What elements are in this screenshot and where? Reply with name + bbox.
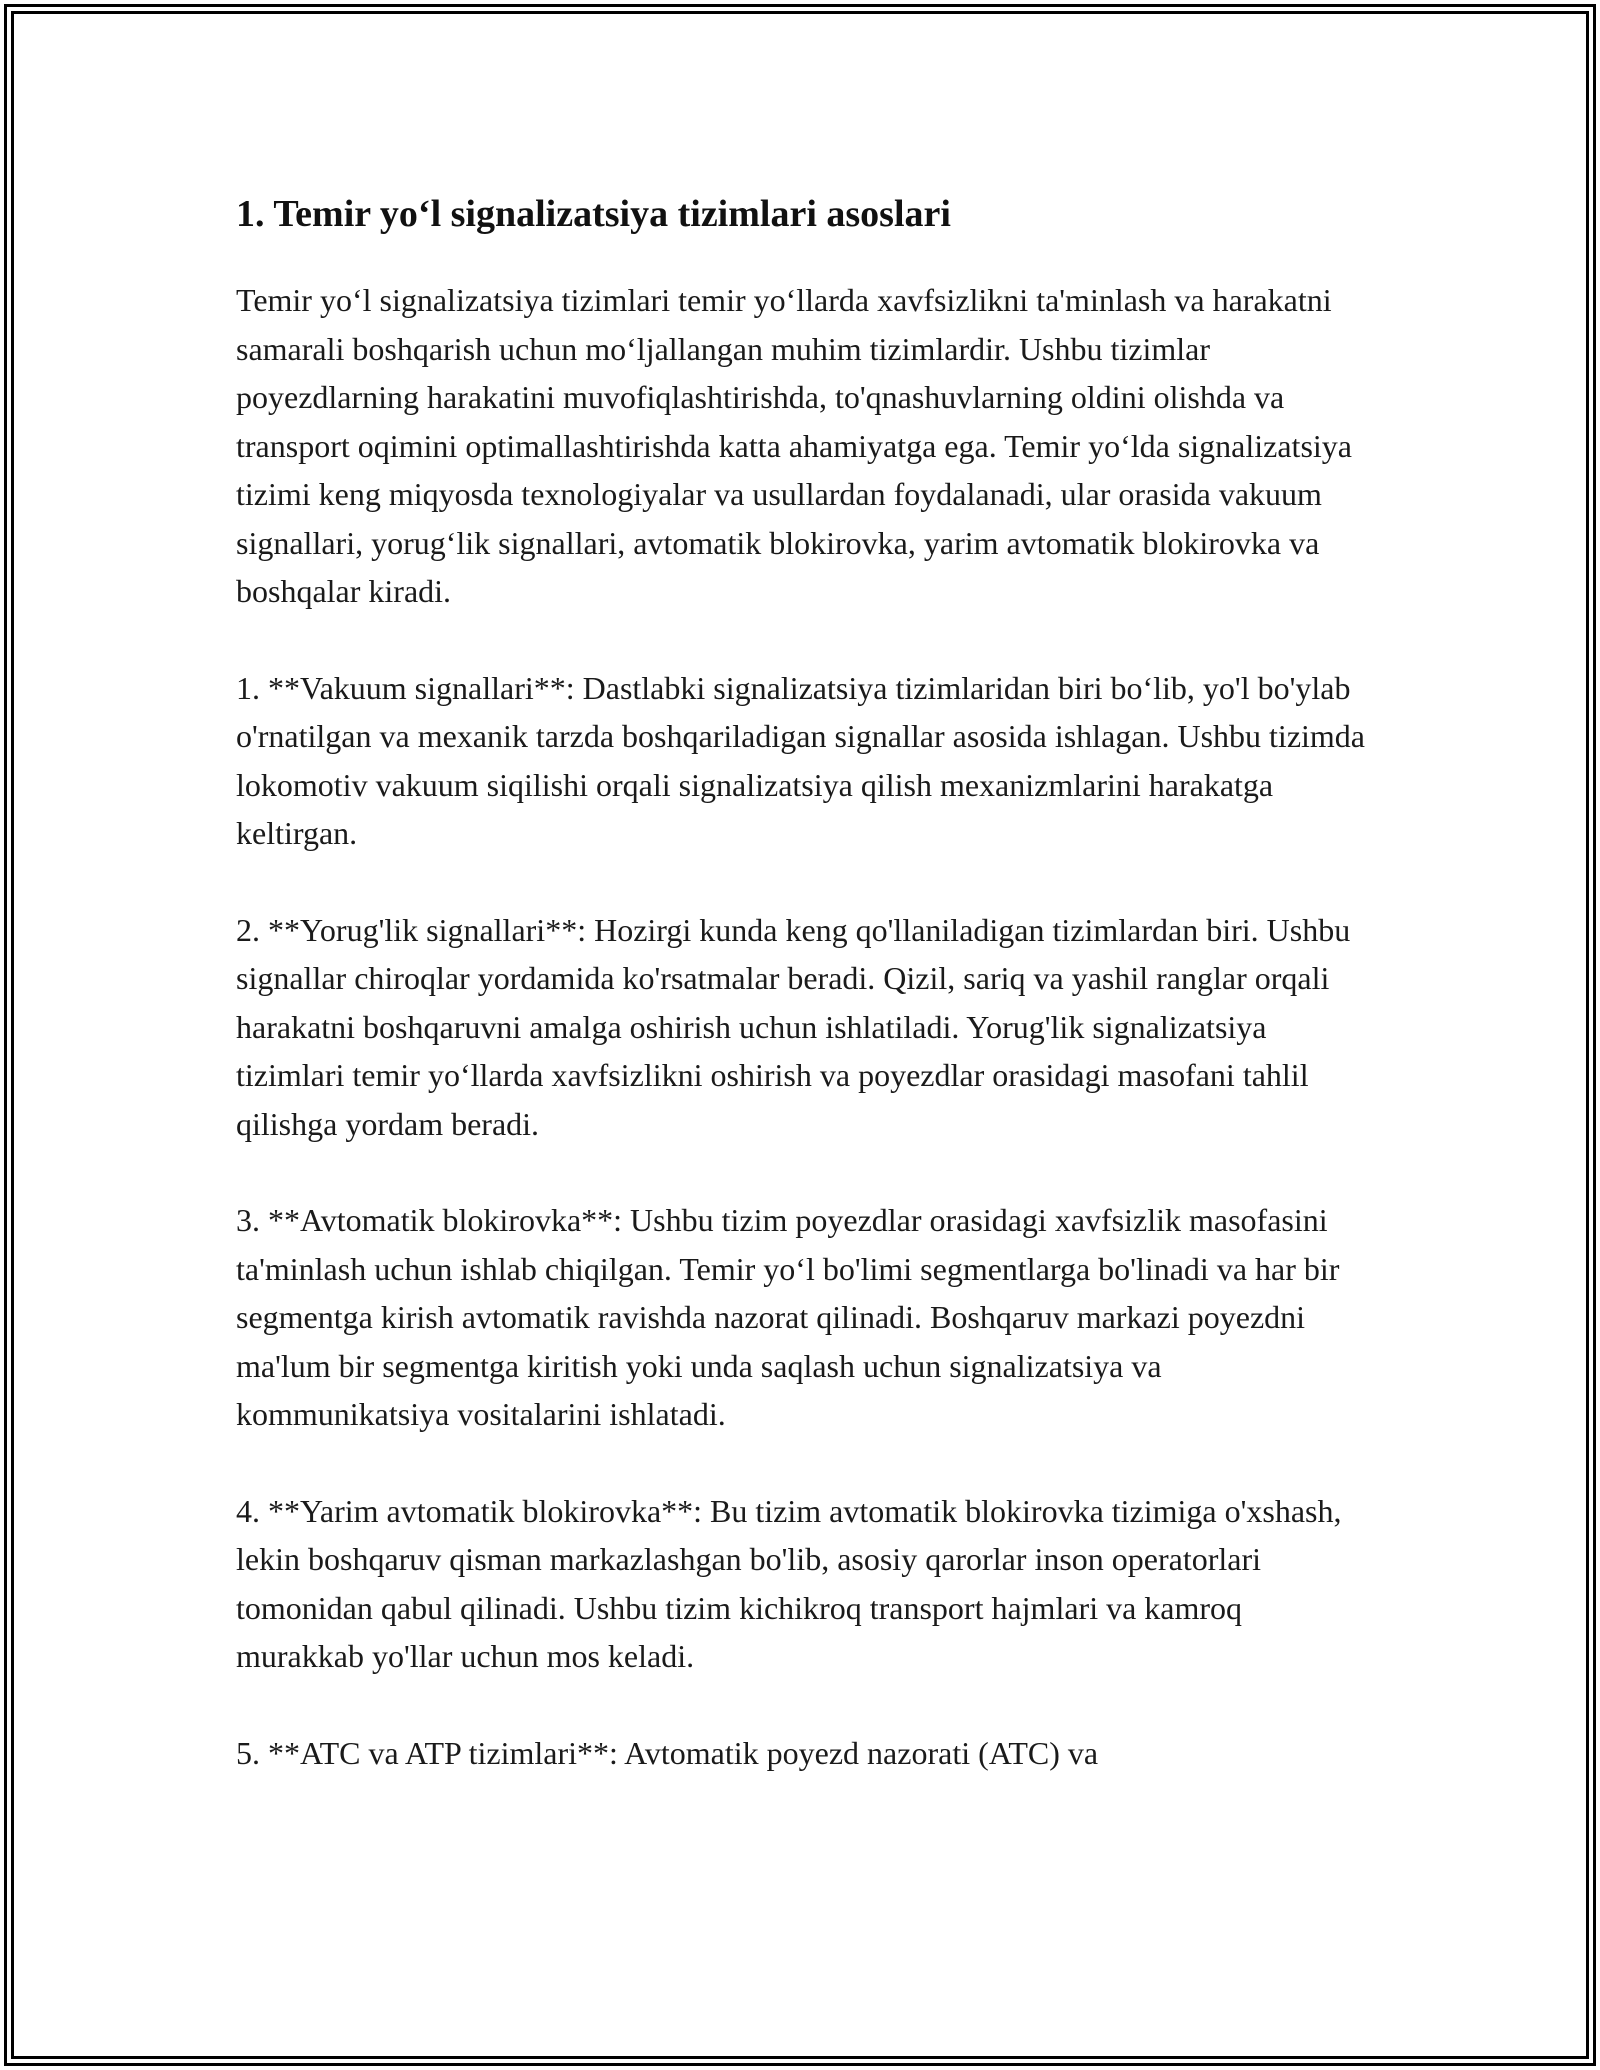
semi-automatic-block-paragraph: 4. **Yarim avtomatik blokirovka**: Bu tizim avtomatik blokirovka tizimiga o'xshash, lekin boshqaruv qisman markazlashgan bo'lib, asosiy qarorlar inson operatorlari tomonidan qabul qilinadi. Ushbu tizim kichikroq transport hajmlari va kamroq murakkab yo'llar uchun mos keladi.	[236, 1492, 1342, 1674]
light-signals-paragraph: 2. **Yorug'lik signallari**: Hozirgi kunda keng qo'llaniladigan tizimlardan biri. Ushbu signallar chiroqlar yordamida ko'rsatmalar beradi. Qizil, sariq va yashil ranglar orqali harakatni boshqaruvni amalga oshirish uchun ishlatiladi. Yorug'lik signalizatsiya tizimlari temir yo‘llarda xavfsizlikni oshirish va poyezdlar orasidagi masofani tahlil qilishga yordam beradi.	[236, 911, 1351, 1142]
vacuum-signals-paragraph: 1. **Vakuum signallari**: Dastlabki signalizatsiya tizimlaridan biri bo‘lib, yo'l bo'ylab o'rnatilgan va mexanik tarzda boshqariladigan signallar asosida ishlagan. Ushbu tizimda lokomotiv vakuum siqilishi orqali signalizatsiya qilish mexanizmlarini harakatga keltirgan.	[236, 669, 1365, 851]
document-body	[236, 186, 1376, 1825]
document-title: 1. Temir yo‘l signalizatsiya tizimlari asoslari	[236, 193, 951, 235]
automatic-block-paragraph: 3. **Avtomatik blokirovka**: Ushbu tizim poyezdlar orasidagi xavfsizlik masofasini ta'minlash uchun ishlab chiqilgan. Temir yo‘l bo'limi segmentlarga bo'linadi va har bir segmentga kirish avtomatik ravishda nazorat qilinadi. Boshqaruv markazi poyezdni ma'lum bir segmentga kiritish yoki unda saqlash uchun signalizatsiya va kommunikatsiya vositalarini ishlatadi.	[236, 1202, 1340, 1432]
intro-paragraph: Temir yo‘l signalizatsiya tizimlari temir yo‘llarda xavfsizlikni ta'minlash va harakatni samarali boshqarish uchun mo‘ljallangan muhim tizimlardir. Ushbu tizimlar poyezdlarning harakatini muvofiqlashtirishda, to'qnashuvlarning oldini olishda va transport oqimini optimallashtirishda katta ahamiyatga ega. Temir yo‘lda signalizatsiya tizimi keng miqyosda texnologiyalar va usullardan foydalanadi, ular orasida vakuum signallari, yorug‘lik signallari, avtomatik blokirovka, yarim avtomatik blokirovka va boshqalar kiradi.	[236, 282, 1352, 609]
atc-atp-paragraph: 5. **ATC va ATP tizimlari**: Avtomatik poyezd nazorati (ATC) va	[236, 1734, 1099, 1771]
